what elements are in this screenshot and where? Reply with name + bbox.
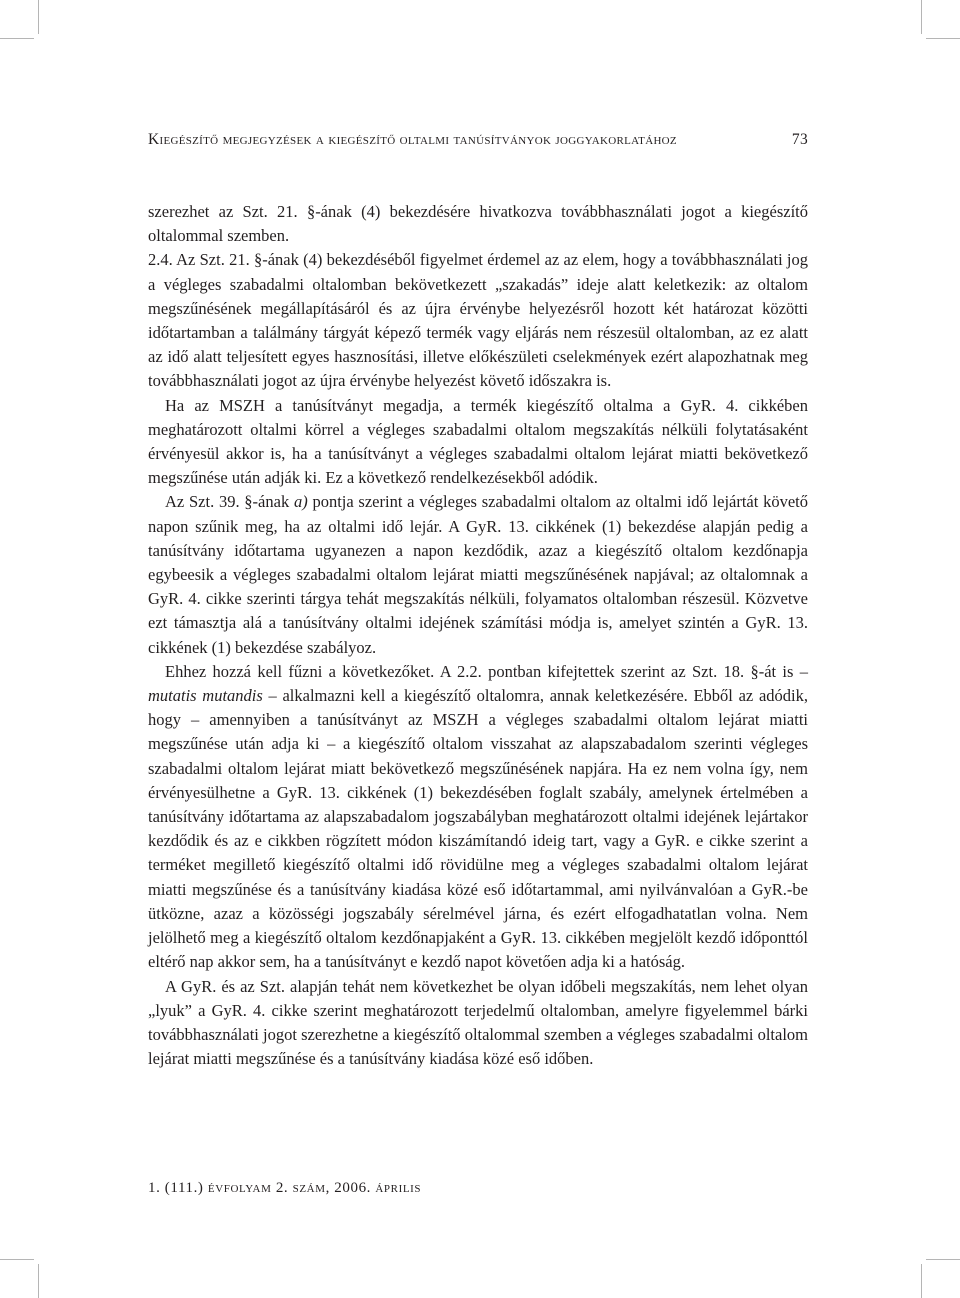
text-run: Ehhez hozzá kell fűzni a következőket. A 2.2. pontban kifejtettek szerint az Szt. 18. §-át is – [165,661,808,681]
article-body [148,200,808,1071]
crop-mark [0,38,34,39]
crop-mark [38,1264,39,1298]
page-number: 73 [791,131,808,148]
text-run: A GyR. és az Szt. alapján tehát nem következhet be olyan időbeli megszakítás, nem lehet olyan „lyuk” a GyR. 4. cikke szerint meghatározott terjedelmű oltalomban, amelyre figyelemmel bárki továbbhasználati jogot szerezhetne a kiegészítő oltalommal szemben a végleges szabadalmi oltalom lejárat miatti megszűnése és a tanúsítvány kiadása közé eső időben. [148,976,808,1069]
italic-phrase: a) [293,492,308,512]
body-paragraph [148,200,808,248]
body-paragraph [148,975,808,1072]
text-run: szerezhet az Szt. 21. §-ának (4) bekezdésére hivatkozva továbbhasználati jogot a kiegészítő oltalommal szemben. [148,202,808,246]
issue-footer: 1. (111.) évfolyam 2. szám, 2006. április [148,1180,422,1196]
body-paragraph [148,490,808,659]
crop-mark [0,1259,34,1260]
body-paragraph [148,660,808,975]
text-run: Az Szt. 39. §-ának [165,492,294,512]
crop-mark [926,38,960,39]
crop-mark [921,1264,922,1298]
crop-mark [926,1259,960,1260]
crop-mark [38,0,39,34]
body-paragraph [148,248,808,393]
text-run: pontja szerint a végleges szabadalmi oltalom az oltalmi idő lejártát követő napon szűnik meg, ha az oltalmi idő lejár. A GyR. 13. cikkének (1) bekezdése alapján pedig a tanúsítvány időtartama ugyanezen a napon kezdődik, azaz a kiegészítő oltalom kezdőnapja egybeesik a végleges szabadalmi oltalom lejárat miatti megszűnésének napjával; az oltalomnak a GyR. 4. cikke szerinti tárgya tehát megszakítás nélküli, folyamatos oltalomban részesül. Közvetve ezt támasztja alá a tanúsítvány oltalmi idejének számítási módja is, amelyet szintén a GyR. 13. cikkének (1) bekezdése szabályoz. [148,492,808,657]
text-run: 2.4. Az Szt. 21. §-ának (4) bekezdéséből figyelmet érdemel az az elem, hogy a továbbhasználati jog a végleges szabadalmi oltalomban bekövetkezett „szakadás” ideje alatt keletkezik: az oltalom megszűnésének megállapításáról és az újra érvénybe helyezésről hozott két határozat közötti időtartamban a találmány tárgyát képező termék vagy eljárás nem részesül oltalomban, az ez alatt az idő alatt teljesített egyes hasznosítási, illetve előkészületi cselekmények ezért alapozhatnak meg továbbhasználati jogot az újra érvénybe helyezést követő időszakra is. [148,250,808,391]
text-run: – alkalmazni kell a kiegészítő oltalomra, annak keletkezésére. Ebből az adódik, hogy – amennyiben a tanúsítványt az MSZH a végleges szabadalmi oltalom lejárat miatti megszűnése után adja ki – a kiegészítő oltalom visszahat az alapszabadalom szerinti végleges szabadalmi oltalom lejárat miatt bekövetkező megszűnésének napjára. Ha ez nem volna így, nem érvényesülhetne a GyR. 13. cikkének (1) bekezdésében foglalt szabály, amelynek értelmében a tanúsítvány időtartama az alapszabadalom jogszabályban meghatározott oltalmi idejének lejártakor kezdődik és az e cikkben rögzített módon kiszámítandó ideig tart, vagy a GyR. e cikke szerint a terméket megillető kiegészítő oltalmi idő rövidülne meg a végleges szabadalmi oltalom lejárat miatti megszűnése és a tanúsítvány kiadása közé eső időtartammal, ami nyilvánvalóan a GyR.-be ütközne, azaz a közösségi jogszabály sérelmével járna, és ezért elfogadhatatlan volna. Nem jelölhető meg a kiegészítő oltalom kezdőnapjaként a GyR. 13. cikkében megjelölt kezdő időponttól eltérő nap akkor sem, ha a tanúsítványt e kezdő napot követően adja ki a hatóság. [148,686,808,972]
body-paragraph [148,394,808,491]
crop-mark [921,0,922,34]
running-head [148,131,808,153]
text-run: Ha az MSZH a tanúsítványt megadja, a termék kiegészítő oltalma a GyR. 4. cikkében meghatározott oltalmi körrel a végleges szabadalmi oltalom megszakítás nélküli folytatásaként érvényesül akkor is, ha a tanúsítványt a végleges szabadalmi oltalom lejárat miatti bekövetkező megszűnése után adják ki. Ez a következő rendelkezésekből adódik. [148,395,808,488]
italic-phrase: mutatis mutandis [148,686,263,706]
running-head-title: Kiegészítő megjegyzések a kiegészítő oltalmi tanúsítványok joggyakorlatához [148,131,677,148]
